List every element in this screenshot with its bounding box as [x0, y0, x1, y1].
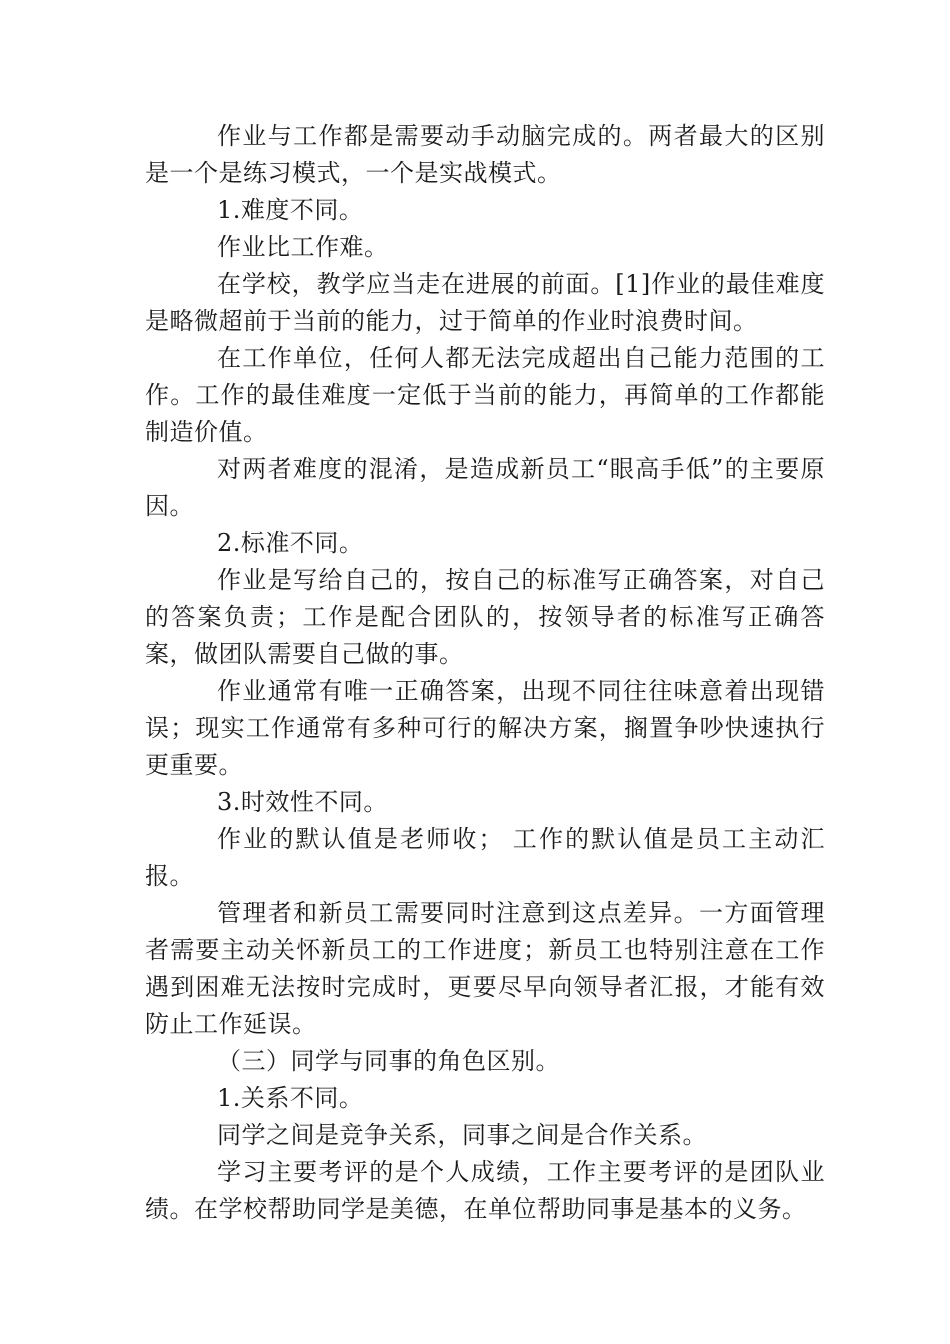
paragraph-competition-cooperation: 同学之间是竞争关系，同事之间是合作关系。	[217, 1121, 707, 1149]
paragraph-school-difficulty: 在学校，教学应当走在进展的前面。[1]作业的最佳难度是略微超前于当前的能力，过于简单的作业时浪费时间。	[145, 270, 825, 335]
paragraph-homework-harder: 作业比工作难。	[217, 233, 389, 261]
heading-timeliness: 3.时效性不同。	[217, 788, 388, 816]
heading-standards: 2.标准不同。	[217, 529, 364, 557]
paragraph-homework-vs-work: 作业与工作都是需要动手动脑完成的。两者最大的区别是一个是练习模式，一个是实战模式。	[145, 122, 825, 187]
paragraph-workplace-difficulty: 在工作单位，任何人都无法完成超出自己能力范围的工作。工作的最佳难度一定低于当前的能力，再简单的工作都能制造价值。	[145, 344, 825, 446]
paragraph-evaluation: 学习主要考评的是个人成绩，工作主要考评的是团队业绩。在学校帮助同学是美德，在单位帮助同事是基本的义务。	[145, 1158, 825, 1223]
heading-classmate-colleague: （三）同学与同事的角色区别。	[217, 1047, 560, 1075]
paragraph-managers-attention: 管理者和新员工需要同时注意到这点差异。一方面管理者需要主动关怀新员工的工作进度；新员工也特别注意在工作遇到困难无法按时完成时，更要尽早向领导者汇报，才能有效防止工作延误。	[145, 899, 825, 1038]
paragraph-default-values: 作业的默认值是老师收； 工作的默认值是员工主动汇报。	[145, 825, 825, 890]
paragraph-standards-detail: 作业是写给自己的，按自己的标准写正确答案，对自己的答案负责；工作是配合团队的，按领导者的标准写正确答案，做团队需要自己做的事。	[145, 566, 825, 668]
heading-relationship: 1.关系不同。	[217, 1084, 364, 1112]
paragraph-unique-answer: 作业通常有唯一正确答案，出现不同往往味意着出现错误；现实工作通常有多种可行的解决方案，搁置争吵快速执行更重要。	[145, 677, 825, 779]
heading-difficulty: 1.难度不同。	[217, 196, 364, 224]
paragraph-confusion: 对两者难度的混淆，是造成新员工“眼高手低”的主要原因。	[145, 455, 825, 520]
document-body	[145, 118, 825, 1228]
